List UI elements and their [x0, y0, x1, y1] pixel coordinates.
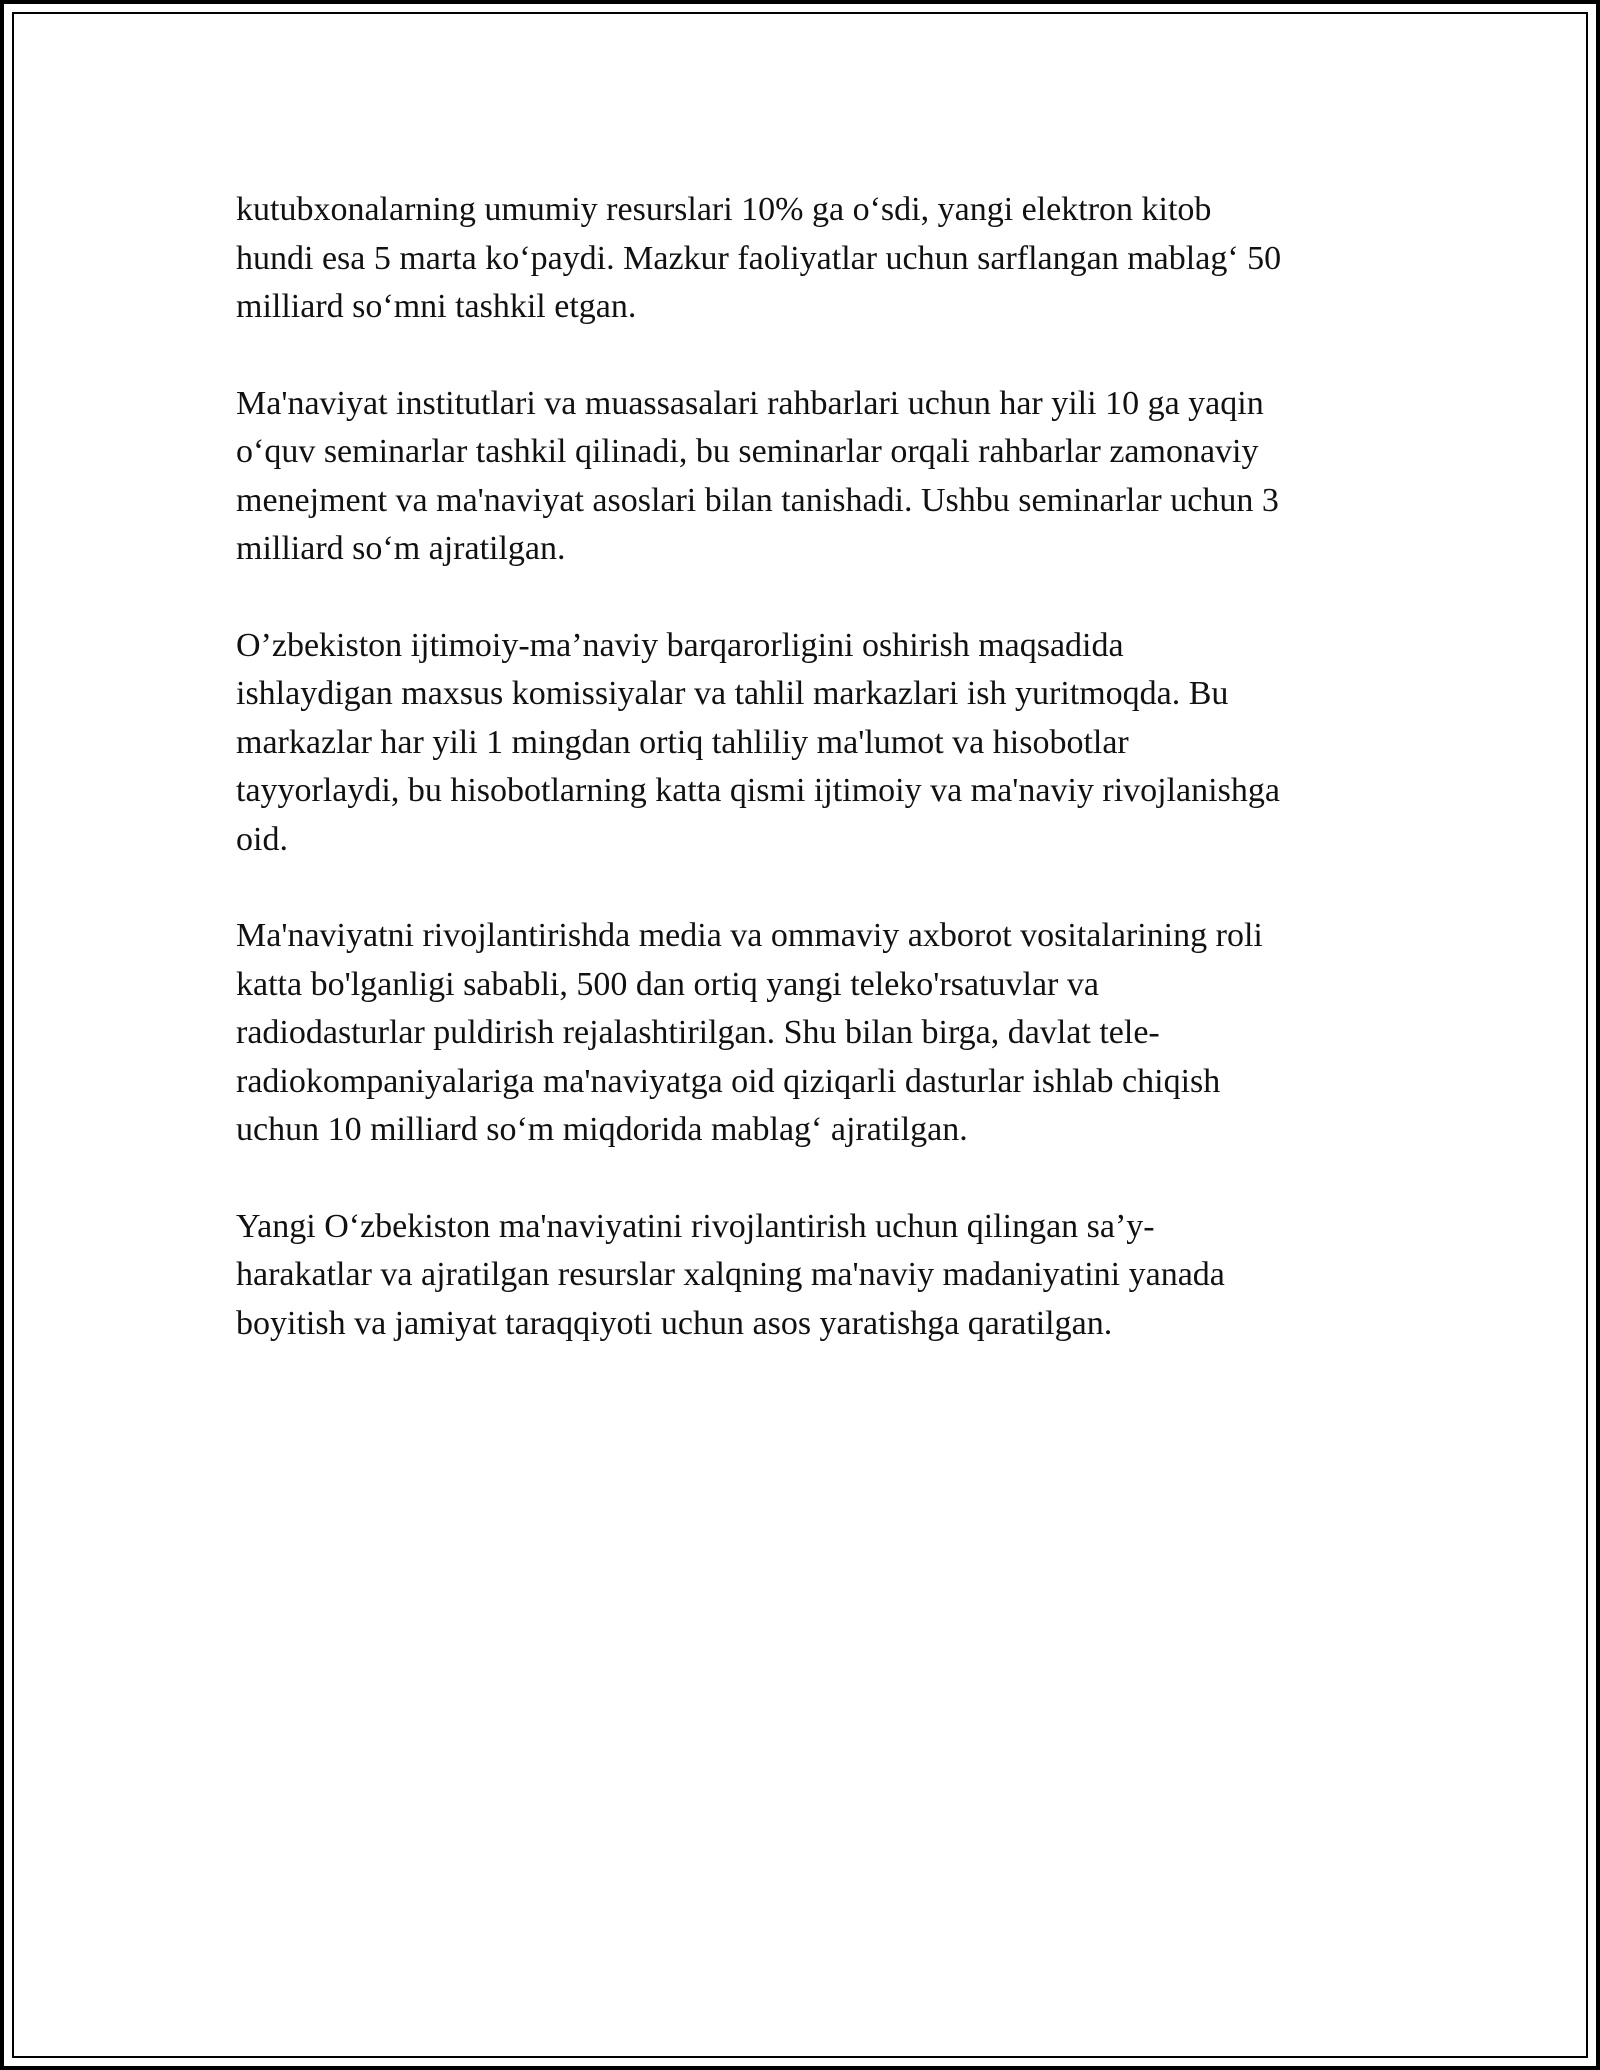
text-line: O’zbekiston ijtimoiy-ma’naviy barqarorligini oshirish maqsadida [236, 626, 1124, 664]
text-line: oid. [236, 820, 288, 858]
paragraph-2 [236, 380, 1376, 574]
paragraph-3 [236, 622, 1376, 865]
text-line: uchun 10 milliard so‘m miqdorida mablag‘ ajratilgan. [236, 1111, 968, 1148]
text-line: harakatlar va ajratilgan resurslar xalqning ma'naviy madaniyatini yanada [236, 1256, 1225, 1293]
text-line: boyitish va jamiyat taraqqiyoti uchun asos yaratishga qaratilgan. [236, 1304, 1113, 1342]
paragraph-1 [236, 186, 1376, 332]
text-line: menejment va ma'naviyat asoslari bilan tanishadi. Ushbu seminarlar uchun 3 [236, 481, 1279, 519]
text-line: milliard so‘m ajratilgan. [236, 530, 566, 567]
text-line: tayyorlaydi, bu hisobotlarning katta qismi ijtimoiy va ma'naviy rivojlanishga [236, 772, 1280, 809]
text-line: katta bo'lganligi sababli, 500 dan ortiq yangi teleko'rsatuvlar va [236, 965, 1099, 1003]
text-line: radiodasturlar puldirish rejalashtirilgan. Shu bilan birga, davlat tele- [236, 1014, 1160, 1051]
text-line: radiokompaniyalariga ma'naviyatga oid qiziqarli dasturlar ishlab chiqish [236, 1062, 1221, 1100]
text-line: markazlar har yili 1 mingdan ortiq tahliliy ma'lumot va hisobotlar [236, 723, 1129, 761]
text-line: milliard so‘mni tashkil etgan. [236, 288, 637, 325]
text-line: ishlaydigan maxsus komissiyalar va tahlil markazlari ish yuritmoqda. Bu [236, 675, 1229, 712]
text-line: kutubxonalarning umumiy resurslari 10% ga o‘sdi, yangi elektron kitob [236, 191, 1212, 228]
text-line: Ma'naviyatni rivojlantirishda media va ommaviy axborot vositalarining roli [236, 917, 1263, 954]
document-body [236, 186, 1376, 1396]
text-line: Yangi O‘zbekiston ma'naviyatini rivojlantirish uchun qilingan sa’y- [236, 1207, 1155, 1245]
text-line: Ma'naviyat institutlari va muassasalari rahbarlari uchun har yili 10 ga yaqin [236, 384, 1264, 422]
text-line: hundi esa 5 marta ko‘paydi. Mazkur faoliyatlar uchun sarflangan mablag‘ 50 [236, 239, 1282, 277]
paragraph-4 [236, 912, 1376, 1155]
text-line: o‘quv seminarlar tashkil qilinadi, bu seminarlar orqali rahbarlar zamonaviy [236, 433, 1259, 470]
paragraph-5 [236, 1203, 1376, 1349]
